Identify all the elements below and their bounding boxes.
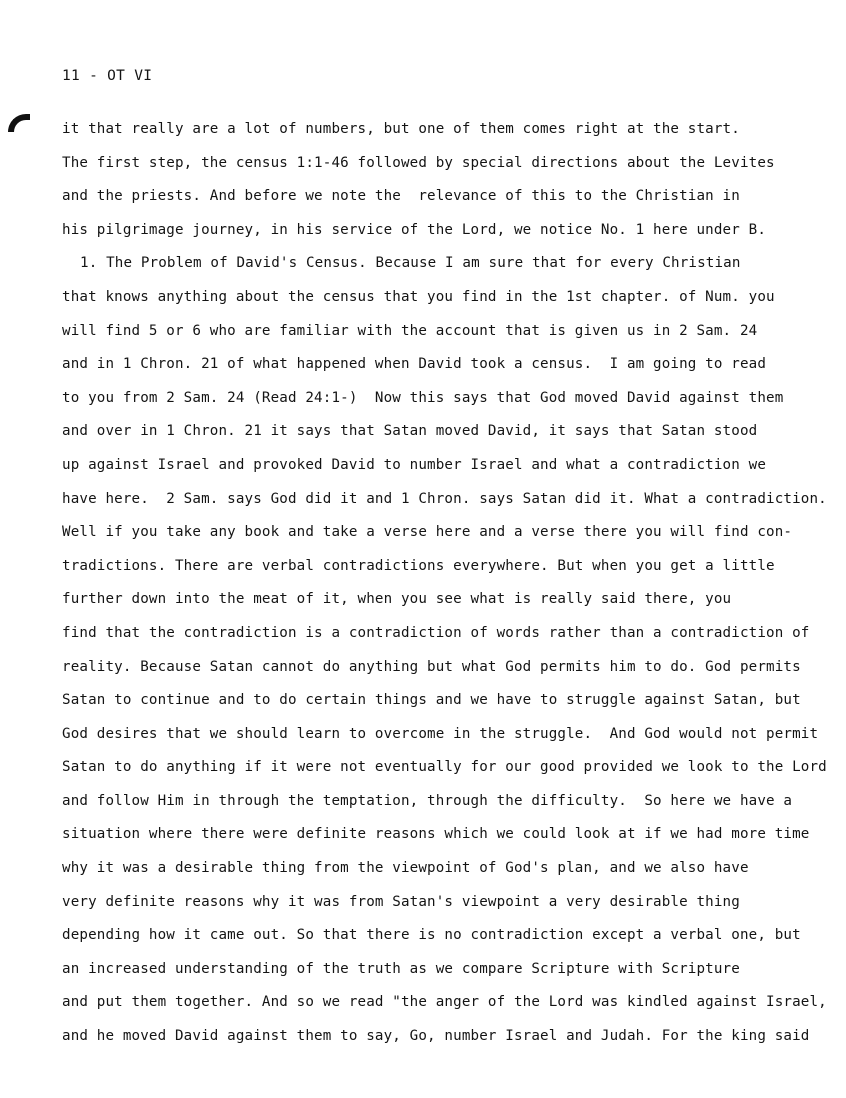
text-line: and put them together. And so we read "the anger of the Lord was kindled against Israel, xyxy=(62,994,827,1011)
text-line: his pilgrimage journey, in his service of the Lord, we notice No. 1 here under B. xyxy=(62,221,767,238)
text-line: an increased understanding of the truth as we compare Scripture with Scripture xyxy=(62,960,740,977)
text-line: tradictions. There are verbal contradictions everywhere. But when you get a little xyxy=(62,557,775,574)
text-line: further down into the meat of it, when you see what is really said there, you xyxy=(62,591,732,608)
body-text xyxy=(62,118,827,1059)
page-header: 11 - OT VI xyxy=(62,68,153,84)
text-line: that knows anything about the census that you find in the 1st chapter. of Num. you xyxy=(62,288,775,305)
text-line: it that really are a lot of numbers, but one of them comes right at the start. xyxy=(62,121,740,137)
text-line: why it was a desirable thing from the viewpoint of God's plan, and we also have xyxy=(62,860,749,877)
text-line: depending how it came out. So that there is no contradiction except a verbal one, but xyxy=(62,927,801,944)
text-line: and he moved David against them to say, Go, number Israel and Judah. For the king said xyxy=(62,1028,810,1045)
text-line: God desires that we should learn to overcome in the struggle. And God would not permit xyxy=(62,725,819,742)
text-line: The first step, the census 1:1-46 followed by special directions about the Levites xyxy=(62,154,775,171)
text-line: situation where there were definite reasons which we could look at if we had more time xyxy=(62,826,810,843)
text-line: and over in 1 Chron. 21 it says that Satan moved David, it says that Satan stood xyxy=(62,423,758,440)
text-line: find that the contradiction is a contradiction of words rather than a contradiction of xyxy=(62,624,810,641)
text-line: reality. Because Satan cannot do anything but what God permits him to do. God permits xyxy=(62,658,801,675)
text-line: and the priests. And before we note the relevance of this to the Christian in xyxy=(62,188,740,205)
text-line: 1. The Problem of David's Census. Because I am sure that for every Christian xyxy=(80,255,741,272)
text-line: Well if you take any book and take a verse here and a verse there you will find con- xyxy=(62,524,793,541)
text-line: and in 1 Chron. 21 of what happened when David took a census. I am going to read xyxy=(62,356,767,373)
text-line: will find 5 or 6 who are familiar with the account that is given us in 2 Sam. 24 xyxy=(62,322,758,339)
text-line: have here. 2 Sam. says God did it and 1 Chron. says Satan did it. What a contradiction. xyxy=(62,490,827,507)
text-line: Satan to do anything if it were not eventually for our good provided we look to the Lord xyxy=(62,759,827,776)
text-line: up against Israel and provoked David to number Israel and what a contradiction we xyxy=(62,456,767,473)
corner-fold-mark xyxy=(8,114,30,132)
text-line: to you from 2 Sam. 24 (Read 24:1-) Now this says that God moved David against them xyxy=(62,389,784,406)
text-line: and follow Him in through the temptation, through the difficulty. So here we have a xyxy=(62,792,793,809)
text-line: Satan to continue and to do certain things and we have to struggle against Satan, but xyxy=(62,692,801,709)
text-line: very definite reasons why it was from Satan's viewpoint a very desirable thing xyxy=(62,893,740,910)
